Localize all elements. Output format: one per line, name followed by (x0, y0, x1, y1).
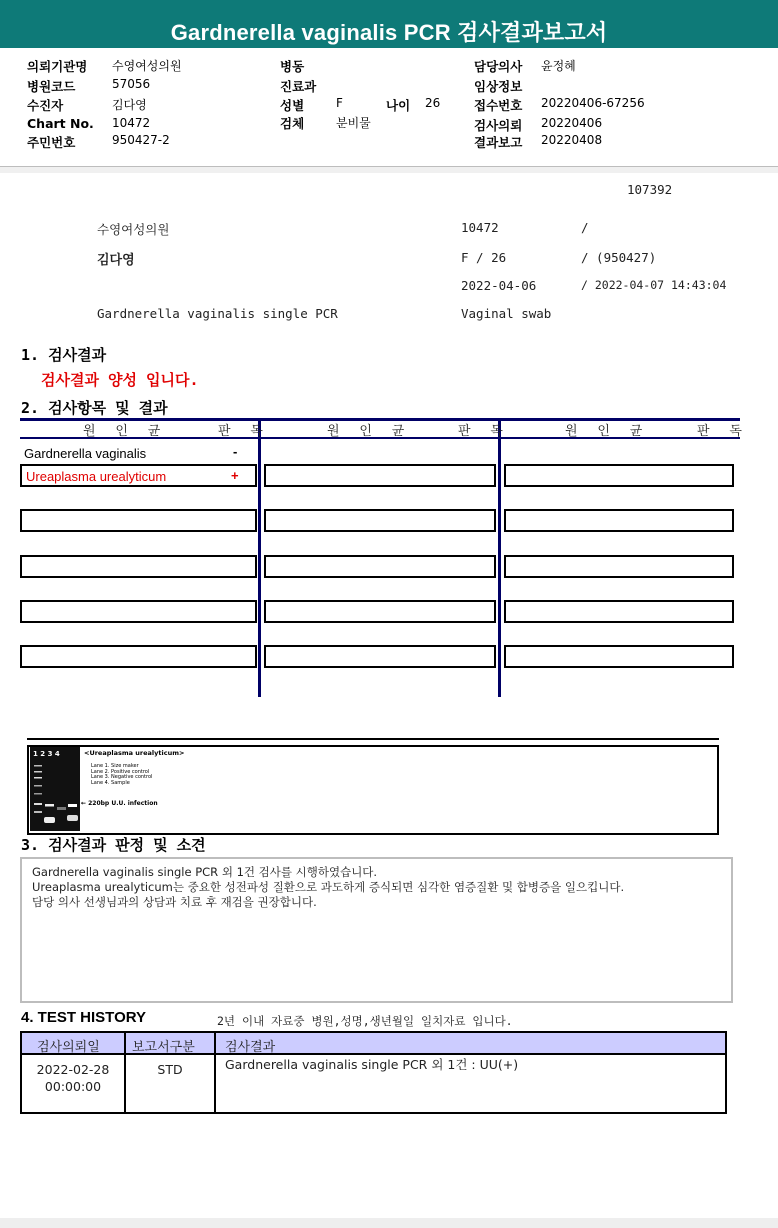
table-col-divider-2 (498, 421, 501, 697)
result-cell (264, 464, 496, 487)
col-header-organism-3: 원 인 균 (565, 424, 649, 439)
result-cell (264, 645, 496, 668)
report-title: Gardnerella vaginalis PCR 검사결과보고서 (170, 20, 608, 45)
label-age: 나이 (386, 98, 411, 113)
label-sex: 성별 (280, 98, 305, 113)
col-header-judge-3: 판 독 (697, 424, 748, 439)
history-header-date: 검사의뢰일 (37, 1040, 100, 1055)
label-doctor: 담당의사 (474, 59, 523, 74)
remark-line: Ureaplasma urealyticum는 중요한 성전파성 질환으로 과도하게 증식되면 심각한 염증질환 및 합병증을 일으킵니다. (32, 880, 625, 894)
col-header-judge-1: 판 독 (218, 424, 269, 439)
summary-clinic: 수영여성의원 (97, 222, 170, 237)
value-report-date: 20220408 (541, 133, 603, 147)
label-resident-no: 주민번호 (27, 135, 76, 150)
label-chart-no: Chart No. (27, 116, 94, 131)
result-cell (20, 600, 257, 623)
summary-slash: / (581, 220, 589, 235)
section-3-title: 3. 검사결과 판정 및 소견 (21, 836, 206, 854)
value-clinic: 수영여성의원 (112, 59, 182, 73)
history-header-type: 보고서구분 (132, 1040, 195, 1055)
result-cell (264, 600, 496, 623)
value-hospital-code: 57056 (112, 77, 151, 91)
gel-electrophoresis-image (30, 747, 80, 831)
gel-band-label: ← 220bp U.U. infection (81, 800, 158, 807)
judgement-gardnerella: - (233, 444, 238, 459)
value-receipt-no: 20220406-67256 (541, 96, 645, 110)
history-date: 2022-02-28 (36, 1062, 110, 1077)
summary-patient: 김다영 (97, 253, 135, 268)
table-col-divider-1 (258, 421, 261, 697)
summary-test-name: Gardnerella vaginalis single PCR (97, 306, 338, 321)
judgement-ureaplasma: + (231, 468, 239, 483)
header-shadow (0, 167, 778, 173)
summary-sex-age: F / 26 (461, 250, 507, 265)
remark-line: Gardnerella vaginalis single PCR 외 1건 검사를 시행하였습니다. (32, 865, 378, 879)
history-header-row (22, 1033, 725, 1055)
gel-top-rule (27, 738, 719, 740)
col-header-organism-1: 원 인 균 (83, 424, 167, 439)
summary-report-datetime: / 2022-04-07 14:43:04 (581, 278, 727, 292)
label-hospital-code: 병원코드 (27, 79, 76, 94)
summary-code: 107392 (627, 182, 673, 197)
result-cell (504, 600, 734, 623)
label-patient: 수진자 (27, 98, 64, 113)
history-note: 2년 이내 자료중 병원,성명,생년월일 일치자료 입니다. (217, 1014, 513, 1028)
summary-specimen: Vaginal swab (461, 306, 552, 321)
gel-legend-item: Lane 4. Sample (91, 779, 130, 786)
value-specimen: 분비물 (336, 116, 371, 130)
label-clinic: 의뢰기관명 (27, 59, 88, 74)
value-request-date: 20220406 (541, 116, 603, 130)
page-bottom-shade (0, 1218, 778, 1228)
value-patient: 김다영 (112, 98, 147, 112)
label-clinical-info: 임상정보 (474, 79, 523, 94)
history-result: Gardnerella vaginalis single PCR 외 1건 : UU(+) (225, 1057, 519, 1072)
result-cell (20, 509, 257, 532)
result-cell (20, 555, 257, 578)
value-age: 26 (425, 96, 441, 110)
gel-image-frame (27, 745, 719, 835)
value-resident-no: 950427-2 (112, 133, 170, 147)
value-doctor: 윤정혜 (541, 59, 576, 73)
organism-ureaplasma: Ureaplasma urealyticum (26, 469, 167, 484)
label-request-date: 검사의뢰 (474, 118, 523, 133)
result-cell (504, 645, 734, 668)
gel-legend-item: Lane 2. Positive control (91, 768, 150, 775)
remarks-box (20, 857, 733, 1003)
result-cell (264, 509, 496, 532)
history-col-divider (214, 1033, 216, 1112)
history-table (20, 1031, 727, 1114)
summary-chart: 10472 (461, 220, 499, 235)
organism-gardnerella: Gardnerella vaginalis (24, 446, 147, 461)
summary-birth: / (950427) (581, 250, 657, 265)
value-sex: F (336, 96, 343, 110)
col-header-organism-2: 원 인 균 (327, 424, 411, 439)
history-time: 00:00:00 (44, 1079, 102, 1094)
section-4-title: 4. TEST HISTORY (21, 1009, 147, 1026)
value-chart-no: 10472 (112, 116, 151, 130)
result-cell (504, 555, 734, 578)
result-cell (264, 555, 496, 578)
section-1-title: 1. 검사결과 (21, 346, 107, 364)
summary-request-date: 2022-04-06 (461, 278, 537, 293)
gel-title: <Ureaplasma urealyticum> (84, 749, 185, 757)
remark-line: 담당 의사 선생님과의 상담과 치료 후 재검을 권장합니다. (32, 895, 317, 909)
label-ward: 병동 (280, 59, 305, 74)
label-report-date: 결과보고 (474, 135, 523, 150)
result-cell (20, 645, 257, 668)
gel-lane-numbers: 1 2 3 4 (33, 750, 60, 758)
result-cell (504, 509, 734, 532)
label-specimen: 검체 (280, 116, 305, 131)
gel-legend (91, 764, 152, 786)
history-type: STD (157, 1062, 183, 1077)
history-header-result: 검사결과 (225, 1040, 276, 1055)
result-cell (504, 464, 734, 487)
title-bar (0, 0, 778, 48)
positive-result-text: 검사결과 양성 입니다. (41, 371, 199, 389)
col-header-judge-2: 판 독 (458, 424, 509, 439)
section-2-title: 2. 검사항목 및 결과 (21, 399, 168, 417)
label-department: 진료과 (280, 79, 317, 94)
label-receipt-no: 접수번호 (474, 98, 523, 113)
gel-legend-item: Lane 3. Negative control (91, 774, 153, 780)
gel-legend-item: Lane 1. Size maker (91, 763, 139, 769)
